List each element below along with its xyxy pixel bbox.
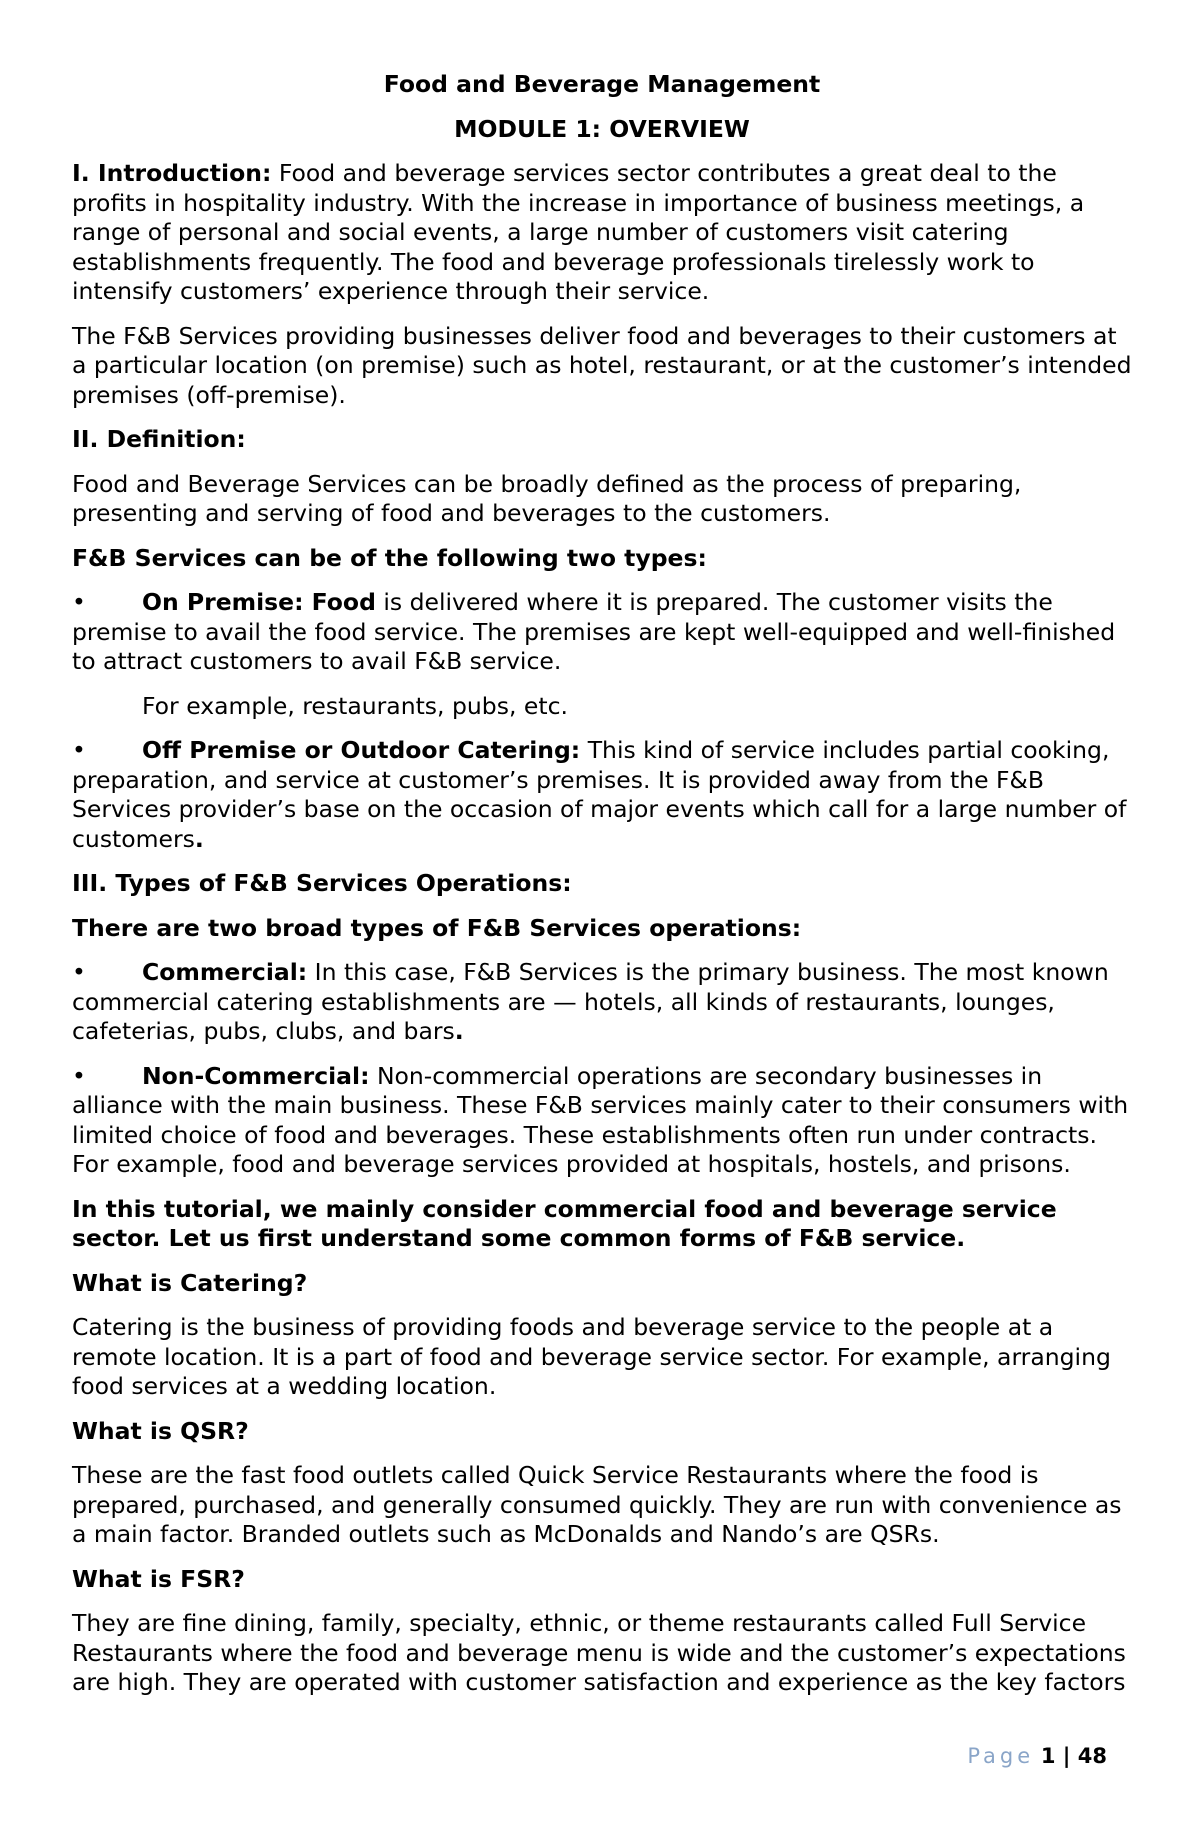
intro-label: I. Introduction: [72, 159, 272, 187]
definition-text: Food and Beverage Services can be broadly defined as the process of preparing, presenting and serving of food and beverages to the customers. [72, 469, 1022, 527]
commercial-label: Commercial: [142, 958, 308, 986]
document-title: Food and Beverage Management [383, 70, 821, 98]
fsr-heading: What is FSR? [72, 1564, 245, 1593]
fsr-text: They are fine dining, family, specialty, ethnic, or theme restaurants called Full Service Restaurants where the food and beverage menu is wide and the customer’s expectations are high. They are operated with customer satisfaction and experience as the key factors [72, 1609, 1126, 1696]
on-premise-label: On Premise: Food [142, 588, 376, 616]
intro-paragraph [72, 159, 1132, 307]
intro-paragraph-2: The F&B Services providing businesses deliver food and beverages to their customers at a particular location (on premise) such as hotel, restaurant, or at the customer’s intended premises (off-premise). [72, 321, 1132, 409]
operations-heading: III. Types of F&B Services Operations: [72, 869, 572, 897]
commercial-end: . [454, 1017, 464, 1045]
catering-text: Catering is the business of providing foods and beverage service to the people at a remote location. It is a part of food and beverage service sector. For example, arranging food services at a wedding location. [72, 1313, 1111, 1400]
on-premise-example: For example, restaurants, pubs, etc. [142, 691, 568, 720]
bullet-icon: • [72, 736, 86, 764]
page-total: 48 [1077, 1744, 1107, 1768]
on-premise-text: is delivered where it is prepared. The customer visits the premise to avail the food service. The premises are kept well-equipped and well-finished to attract customers to avail F&B service. [72, 588, 1116, 675]
off-premise-text: This kind of service includes partial cooking, preparation, and service at customer’s premises. It is provided away from the F&B Services provider’s base on the occasion of major events which call for a large number of customers [72, 736, 1127, 853]
off-premise-label: Off Premise or Outdoor Catering: [142, 736, 581, 764]
bullet-icon: • [72, 588, 86, 616]
page-word: Page [967, 1744, 1035, 1768]
off-premise-item [72, 736, 1132, 854]
qsr-text: These are the fast food outlets called Quick Service Restaurants where the food is prepared, purchased, and generally consumed quickly. They are run with convenience as a main factor. Branded outlets such as McDonalds and Nando’s are QSRs. [72, 1461, 1122, 1548]
operations-subheading: There are two broad types of F&B Services operations: [72, 913, 802, 942]
noncommercial-label: Non-Commercial: [142, 1061, 370, 1090]
bullet-icon: • [72, 1061, 86, 1090]
noncommercial-text: Non-commercial operations are secondary businesses in alliance with the main business. These F&B services mainly cater to their consumers with limited choice of food and beverages. These establishments often run under contracts. For example, food and beverage services provided at hospitals, hostels, and prisons. [72, 1061, 1129, 1178]
commercial-item [72, 958, 1132, 1047]
bullet-icon: • [72, 958, 86, 986]
document-page [72, 70, 1132, 1713]
intro-text: Food and beverage services sector contributes a great deal to the profits in hospitality industry. With the increase in importance of business meetings, a range of personal and social events, a large number of customers visit catering establishments frequently. The food and beverage professionals tirelessly work to intensify customers’ experience through their service. [72, 159, 1085, 305]
off-premise-end: . [194, 824, 204, 853]
catering-heading: What is Catering? [72, 1268, 308, 1297]
page-footer [0, 1744, 1107, 1768]
definition-heading: II. Definition: [72, 425, 246, 453]
noncommercial-item [72, 1062, 1132, 1180]
on-premise-item [72, 588, 1132, 677]
qsr-heading: What is QSR? [72, 1416, 249, 1445]
page-current: 1 [1040, 1744, 1056, 1768]
commercial-text: In this case, F&B Services is the primary business. The most known commercial catering establishments are — hotels, all kinds of restaurants, lounges, cafeterias, pubs, clubs, and bars [72, 958, 1109, 1045]
tutorial-note: In this tutorial, we mainly consider commercial food and beverage service sector. Let us first understand some common forms of F&B service. [72, 1194, 1057, 1252]
module-heading: MODULE 1: OVERVIEW [454, 114, 750, 143]
page-separator: | [1055, 1744, 1078, 1768]
types-heading: F&B Services can be of the following two types: [72, 543, 707, 572]
